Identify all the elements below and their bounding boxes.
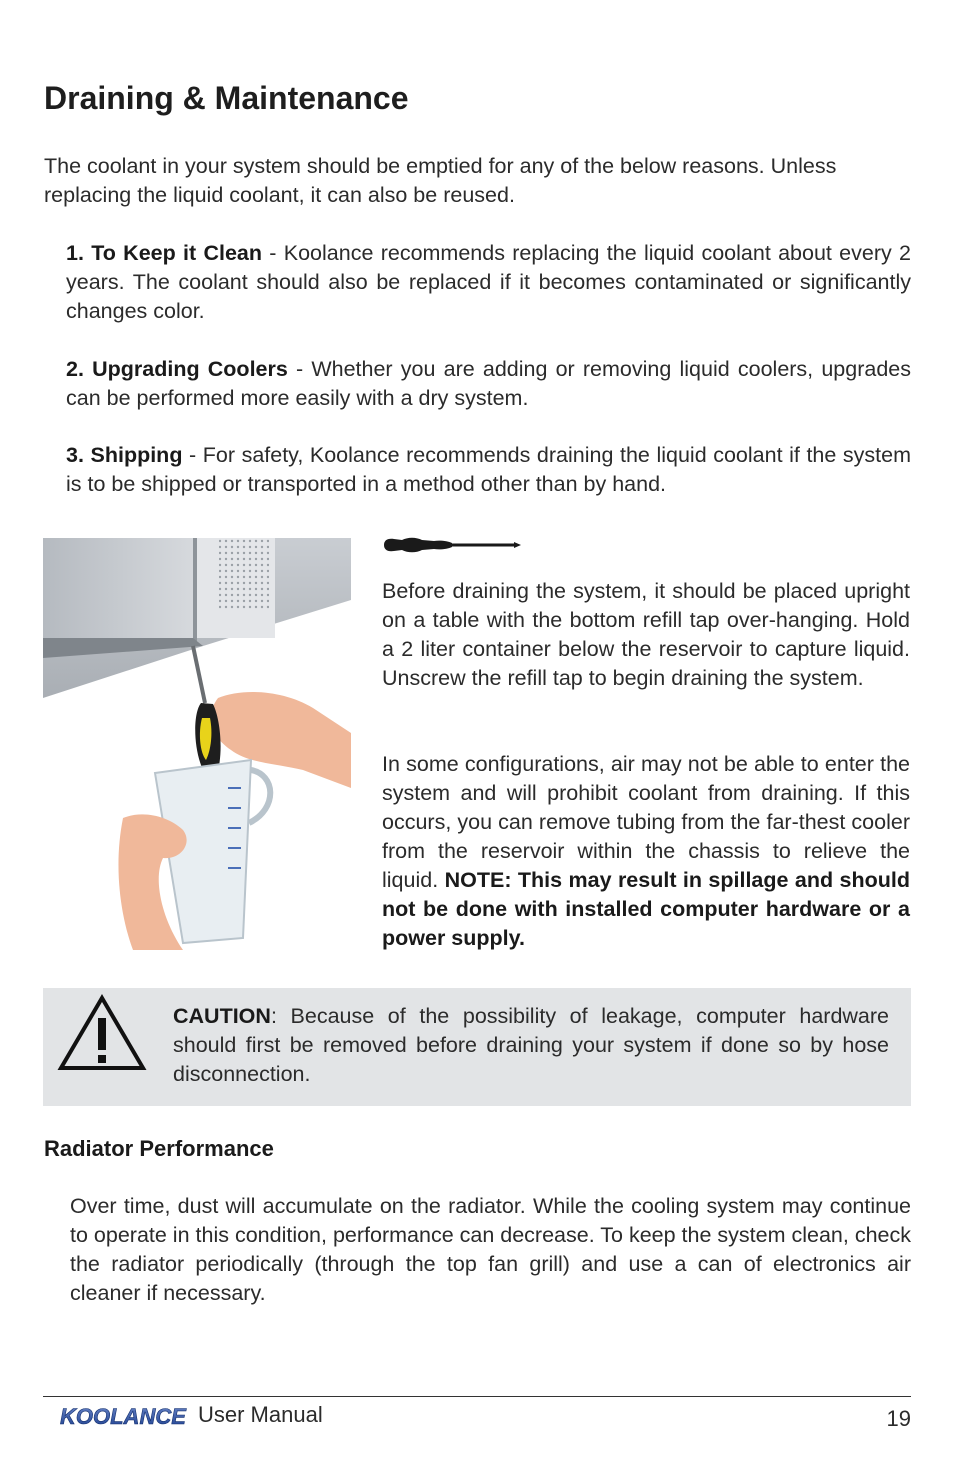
screwdriver-icon [382, 534, 522, 556]
koolance-logo [58, 1402, 188, 1430]
caution-box [43, 988, 911, 1106]
reason-text: - Whether you are adding or removing liquid coolers, upgrades can be performed more easily with a dry system. [66, 357, 911, 410]
page-number: 19 [886, 1406, 911, 1431]
section-heading-radiator: Radiator Performance [44, 1136, 274, 1161]
reason-text: - Koolance recommends replacing the liquid coolant about every 2 years. The coolant should also be replaced if it becomes contaminated or significantly changes color. [66, 241, 911, 323]
caution-text [173, 1002, 889, 1089]
draining-instructions: Before draining the system, it should be placed upright on a table with the bottom refill tap over-hanging. Hold a 2 liter container below the reservoir to capture liquid. Unscrew the refill tap to begin draining the system. [382, 579, 910, 690]
warning-triangle-icon [57, 992, 147, 1072]
reason-text: - For safety, Koolance recommends draining the liquid coolant if the system is to be shipped or transported in a method other than by hand. [66, 443, 911, 496]
caution-label: CAUTION [173, 1004, 271, 1028]
intro-paragraph: The coolant in your system should be emptied for any of the below reasons. Unless replacing the liquid coolant, it can also be reused. [44, 154, 837, 207]
page-title: Draining & Maintenance [44, 80, 409, 116]
radiator-paragraph: Over time, dust will accumulate on the radiator. While the cooling system may continue to operate in this condition, performance can decrease. To keep the system clean, check the radiator periodically (through the top fan grill) and use a can of electronics air cleaner if necessary. [70, 1194, 911, 1305]
footer-manual-label: User Manual [198, 1402, 323, 1427]
draining-photo [43, 538, 351, 950]
reason-item-shipping [66, 441, 911, 499]
reason-item-upgrading [66, 355, 911, 413]
reason-label: 2. Upgrading Coolers [66, 357, 288, 381]
svg-text:KOOLANCE: KOOLANCE [60, 1404, 186, 1429]
spillage-note: NOTE: This may result in spillage and should not be done with installed computer hardware or a power supply. [382, 868, 910, 950]
draining-air-note [382, 750, 910, 953]
reason-item-clean [66, 239, 911, 326]
reason-label: 1. To Keep it Clean [66, 241, 263, 265]
air-note-text: In some configurations, air may not be able to enter the system and will prohibit coolant from draining. If this occurs, you can remove tubing from the far-thest cooler from the reservoir within the chassis to relieve the liquid. [382, 752, 910, 892]
caution-body: : Because of the possibility of leakage, computer hardware should first be removed before draining your system if done so by hose disconnection. [173, 1004, 889, 1086]
reason-label: 3. Shipping [66, 443, 183, 467]
footer-divider [43, 1396, 911, 1397]
